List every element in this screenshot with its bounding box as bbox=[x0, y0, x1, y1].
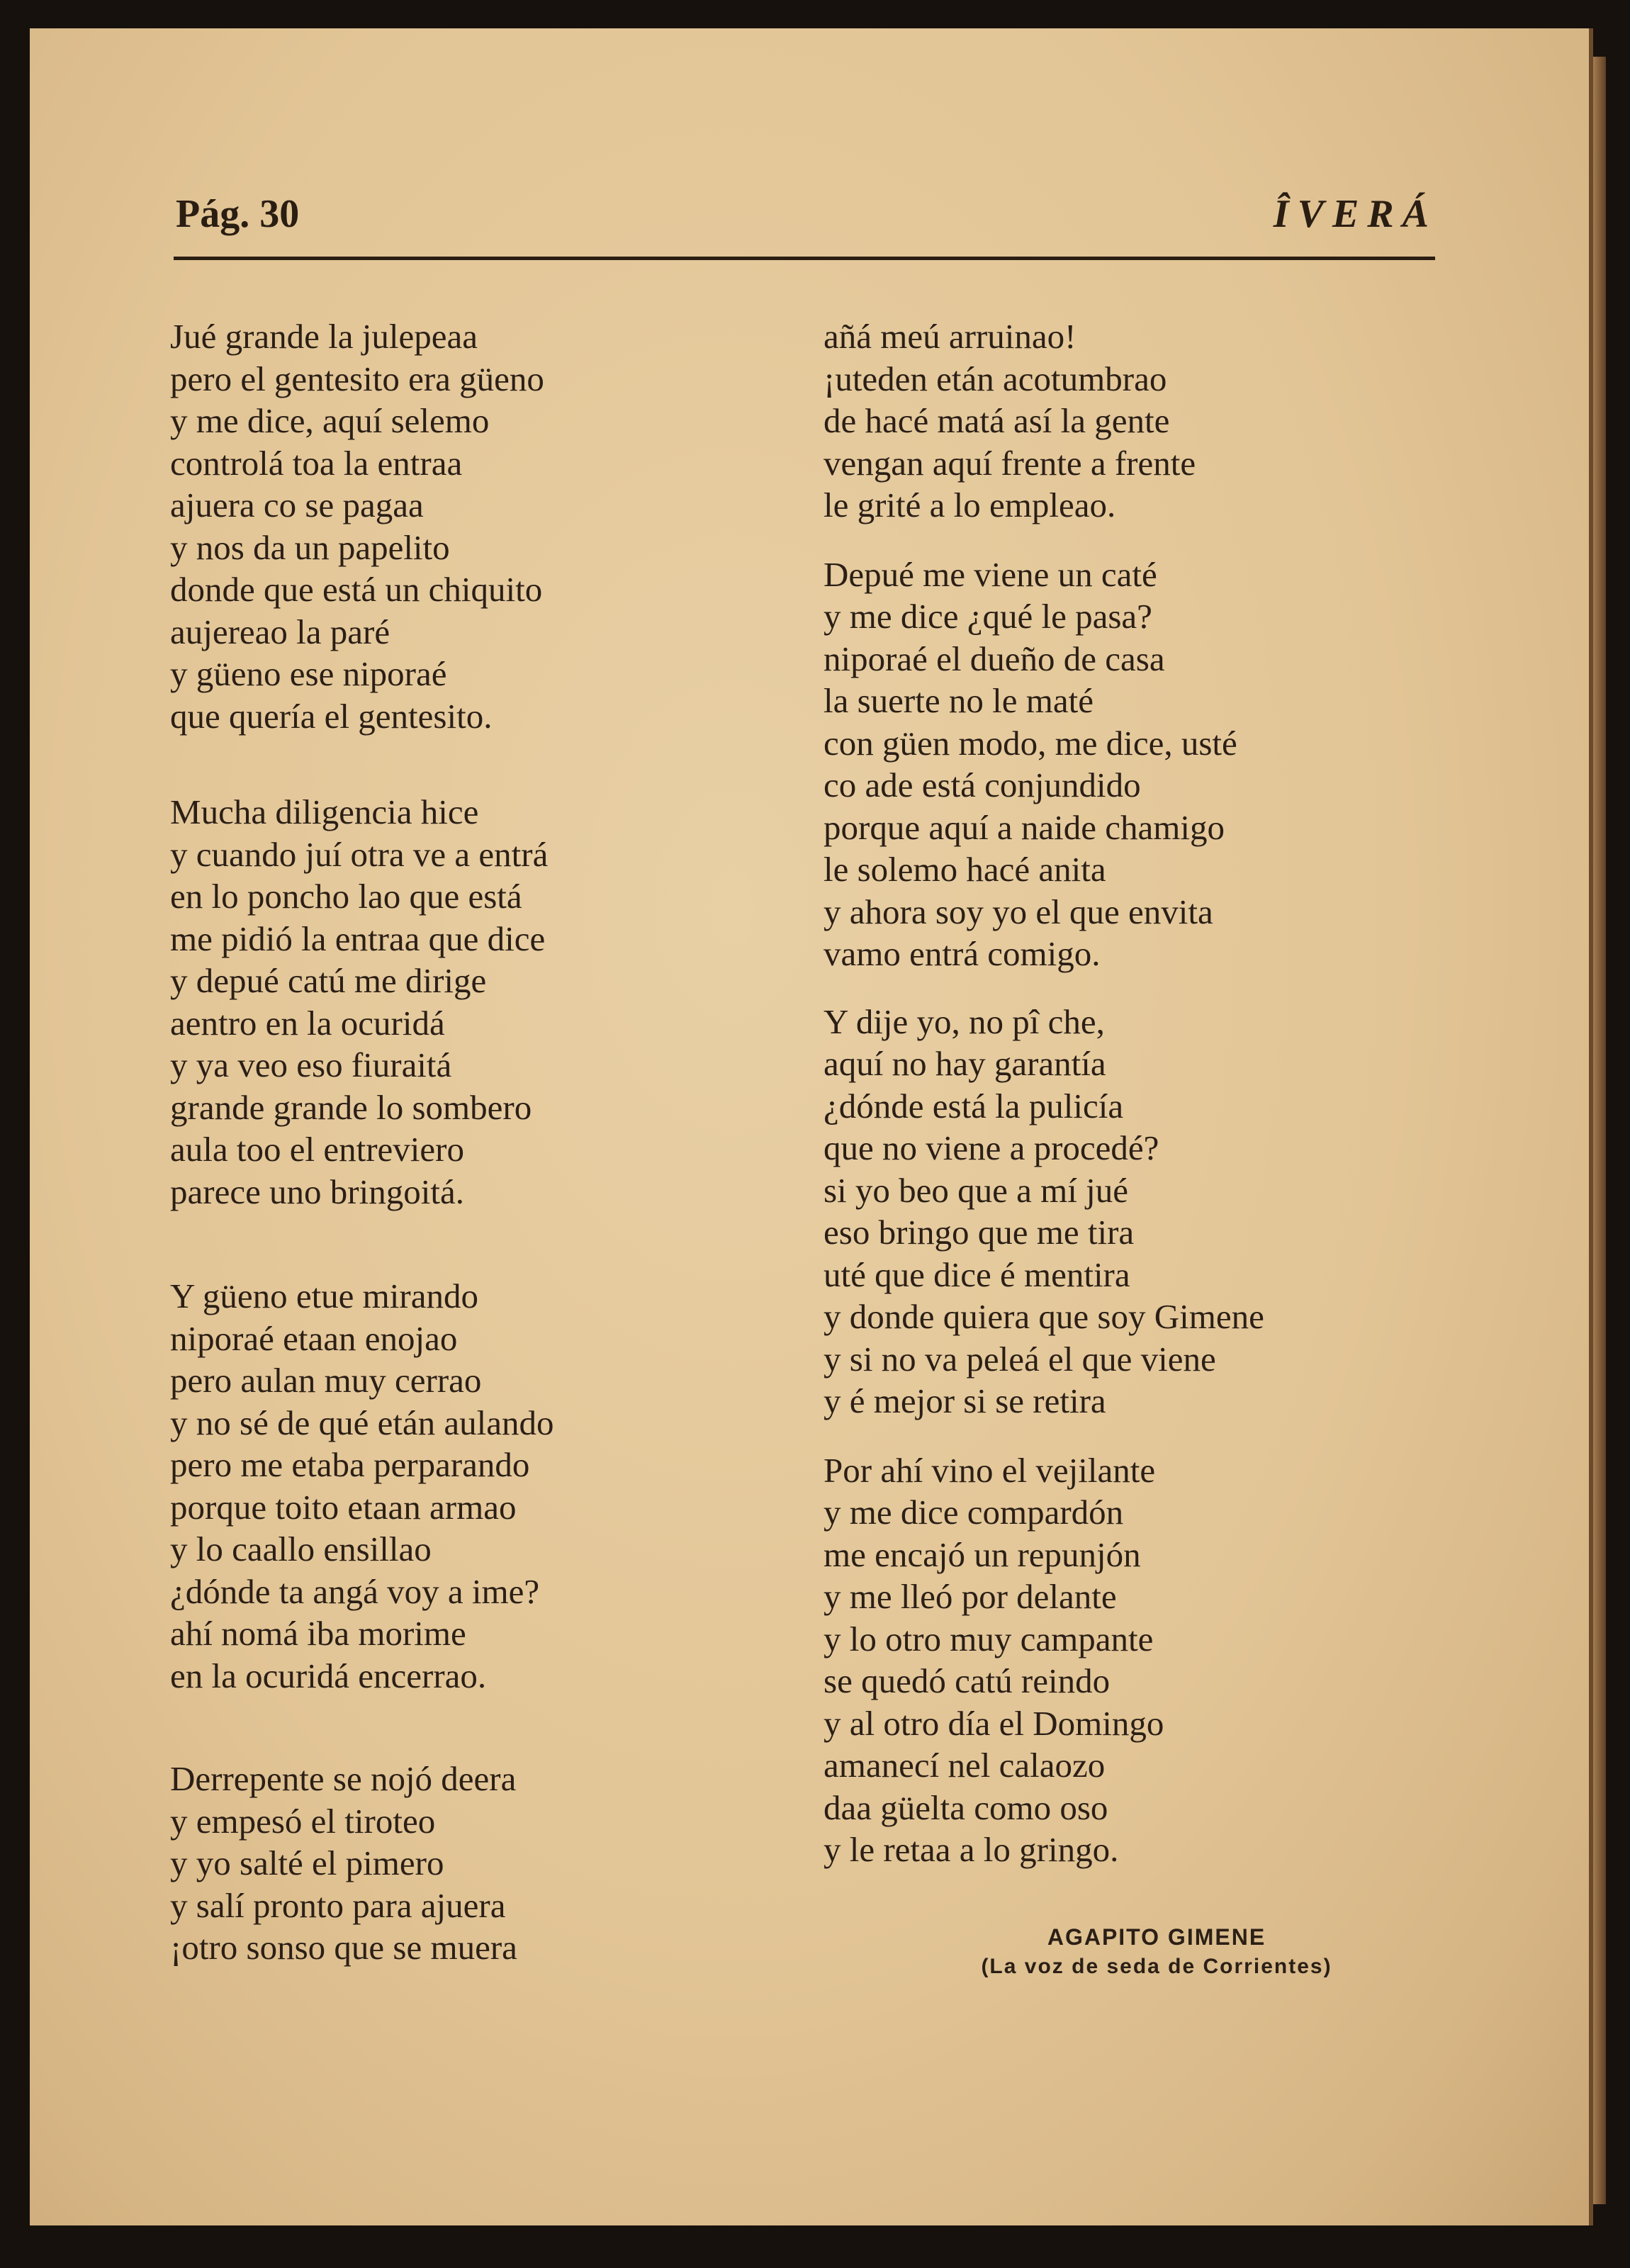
verse-line: amanecí nel calaozo bbox=[824, 1746, 1106, 1785]
stanza bbox=[824, 315, 1461, 527]
verse-line: aquí no hay garantía bbox=[824, 1044, 1106, 1083]
verse-line: aentro en la ocuridá bbox=[170, 1003, 445, 1043]
verse-line: y güeno ese niporaé bbox=[170, 654, 447, 693]
verse-line: añá meú arruinao! bbox=[824, 317, 1077, 356]
stanza bbox=[170, 791, 808, 1213]
verse-line: de hacé matá así la gente bbox=[824, 401, 1170, 440]
verse-line: y no sé de qué etán aulando bbox=[170, 1403, 554, 1442]
verse-line: vengan aquí frente a frente bbox=[824, 443, 1196, 483]
verse-line: ajuera co se pagaa bbox=[170, 485, 424, 524]
verse-line: que quería el gentesito. bbox=[170, 696, 493, 736]
signature bbox=[824, 1924, 1490, 1979]
verse-line: pero el gentesito era güeno bbox=[170, 359, 544, 398]
stanza bbox=[824, 1449, 1461, 1871]
author-subtitle: (La voz de seda de Corrientes) bbox=[981, 1955, 1332, 1978]
verse-line: con güen modo, me dice, usté bbox=[824, 723, 1237, 763]
verse-line: y cuando juí otra ve a entrá bbox=[170, 834, 549, 874]
verse-line: uté que dice é mentira bbox=[824, 1254, 1130, 1294]
verse-line: Mucha diligencia hice bbox=[170, 792, 479, 831]
verse-line: le grité a lo empleao. bbox=[824, 485, 1116, 524]
verse-line: aula too el entreviero bbox=[170, 1130, 464, 1169]
verse-line: y nos da un papelito bbox=[170, 527, 450, 567]
verse-line: ¿dónde ta angá voy a ime? bbox=[170, 1571, 540, 1611]
verse-line: porque aquí a naide chamigo bbox=[824, 807, 1225, 847]
verse-line: pero me etaba perparando bbox=[170, 1445, 530, 1484]
stanza bbox=[824, 1001, 1461, 1422]
verse-line: ahí nomá iba morime bbox=[170, 1614, 466, 1653]
verse-line: y ya veo eso fiuraitá bbox=[170, 1045, 452, 1084]
verse-line: Jué grande la julepeaa bbox=[170, 317, 478, 356]
verse-line: le solemo hacé anita bbox=[824, 850, 1106, 889]
verse-line: niporaé el dueño de casa bbox=[824, 639, 1165, 678]
verse-line: y me dice ¿qué le pasa? bbox=[824, 597, 1152, 636]
verse-line: y yo salté el pimero bbox=[170, 1843, 444, 1882]
verse-line: Por ahí vino el vejilante bbox=[824, 1450, 1156, 1490]
verse-line: se quedó catú reindo bbox=[824, 1661, 1111, 1700]
verse-line: Depué me viene un caté bbox=[824, 554, 1157, 594]
verse-line: Y dije yo, no pî che, bbox=[824, 1001, 1105, 1041]
verse-line: daa güelta como oso bbox=[824, 1787, 1108, 1827]
header-rule bbox=[174, 257, 1435, 260]
verse-line: y salí pronto para ajuera bbox=[170, 1885, 506, 1925]
stanza bbox=[170, 1758, 808, 1969]
verse-line: Y güeno etue mirando bbox=[170, 1276, 478, 1315]
verse-line: la suerte no le maté bbox=[824, 681, 1094, 720]
verse-line: en la ocuridá encerrao. bbox=[170, 1656, 487, 1695]
verse-line: y empesó el tiroteo bbox=[170, 1801, 436, 1841]
right-column bbox=[824, 315, 1461, 1871]
page-header bbox=[176, 191, 1437, 241]
verse-line: Derrepente se nojó deera bbox=[170, 1759, 517, 1798]
verse-line: controlá toa la entraa bbox=[170, 443, 463, 483]
verse-line: y ahora soy yo el que envita bbox=[824, 892, 1213, 931]
verse-line: ¡otro sonso que se muera bbox=[170, 1928, 517, 1967]
verse-line: y si no va peleá el que viene bbox=[824, 1339, 1216, 1379]
stanza bbox=[170, 315, 808, 737]
verse-line: co ade está conjundido bbox=[824, 765, 1141, 804]
verse-line: y me lleó por delante bbox=[824, 1577, 1117, 1616]
verse-line: y al otro día el Domingo bbox=[824, 1703, 1164, 1743]
verse-line: me pidió la entraa que dice bbox=[170, 919, 546, 958]
page-number: Pág. 30 bbox=[176, 192, 300, 236]
left-column bbox=[170, 315, 808, 1969]
paper-edge bbox=[1593, 57, 1606, 2204]
verse-line: y é mejor si se retira bbox=[824, 1381, 1106, 1420]
verse-line: eso bringo que me tira bbox=[824, 1213, 1135, 1252]
verse-line: y depué catú me dirige bbox=[170, 961, 487, 1000]
journal-title: ÎVERÁ bbox=[1273, 192, 1437, 236]
verse-line: y me dice, aquí selemo bbox=[170, 401, 490, 440]
verse-line: y me dice compardón bbox=[824, 1493, 1124, 1532]
author-name: AGAPITO GIMENE bbox=[1047, 1924, 1266, 1950]
verse-line: aujereao la paré bbox=[170, 612, 390, 651]
verse-line: pero aulan muy cerrao bbox=[170, 1361, 482, 1400]
stanza bbox=[824, 554, 1461, 975]
verse-line: que no viene a procedé? bbox=[824, 1128, 1159, 1167]
verse-line: me encajó un repunjón bbox=[824, 1534, 1141, 1574]
verse-line: ¿dónde está la pulicía bbox=[824, 1086, 1124, 1125]
verse-line: grande grande lo sombero bbox=[170, 1087, 532, 1127]
verse-line: porque toito etaan armao bbox=[170, 1487, 517, 1527]
verse-line: vamo entrá comigo. bbox=[824, 934, 1101, 973]
stanza bbox=[170, 1275, 808, 1697]
verse-line: y le retaa a lo gringo. bbox=[824, 1830, 1119, 1869]
verse-line: si yo beo que a mí jué bbox=[824, 1170, 1129, 1210]
verse-line: y lo caallo ensillao bbox=[170, 1529, 432, 1568]
verse-line: niporaé etaan enojao bbox=[170, 1318, 458, 1358]
verse-line: y donde quiera que soy Gimene bbox=[824, 1297, 1264, 1336]
verse-line: en lo poncho lao que está bbox=[170, 877, 522, 916]
verse-line: y lo otro muy campante bbox=[824, 1619, 1154, 1658]
verse-line: donde que está un chiquito bbox=[170, 570, 543, 609]
verse-line: parece uno bringoitá. bbox=[170, 1172, 464, 1211]
verse-line: ¡uteden etán acotumbrao bbox=[824, 359, 1167, 398]
